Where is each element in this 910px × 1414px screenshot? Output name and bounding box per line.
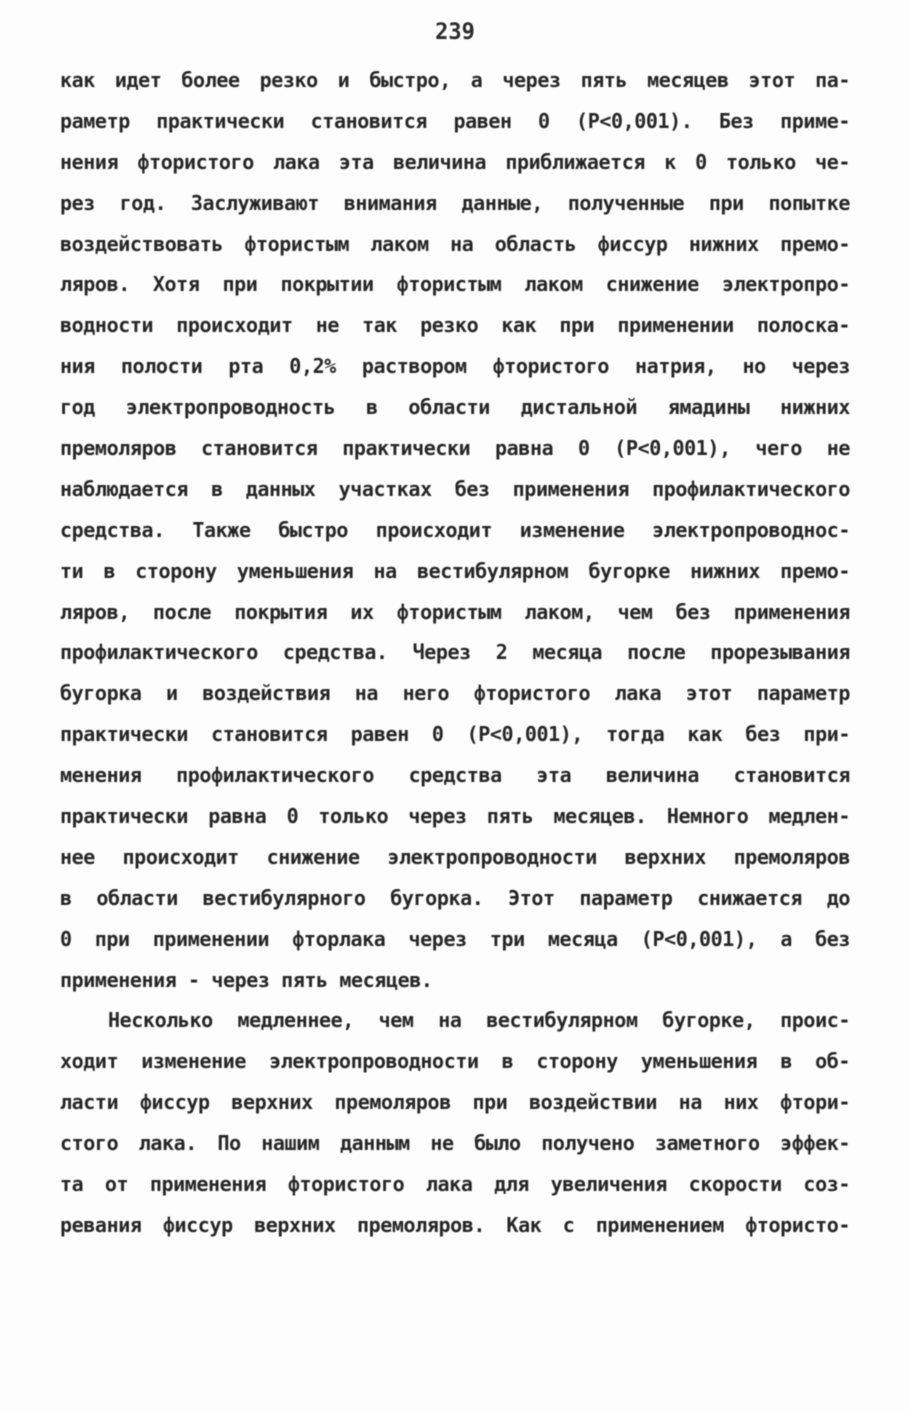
text-line: ревания фиссур верхних премоляров. Как с применением фтористо- — [60, 1212, 850, 1237]
paragraph-2 — [60, 1000, 850, 1245]
text-line: в области вестибулярного бугорка. Этот параметр снижается до — [60, 885, 850, 910]
text-line: ласти фиссур верхних премоляров при воздействии на них фтори- — [60, 1090, 850, 1115]
text-line: ти в сторону уменьшения на вестибулярном бугорке нижних премо- — [60, 558, 850, 583]
text-line: наблюдается в данных участках без применения профилактического — [60, 476, 850, 501]
text-line: профилактического средства. Через 2 месяца после прорезывания — [60, 640, 850, 665]
text-line: практически равна 0 только через пять месяцев. Немного медлен- — [60, 804, 850, 829]
text-line: ляров. Хотя при покрытии фтористым лаком снижение электропро- — [60, 272, 850, 297]
page-number: 239 — [435, 20, 475, 45]
text-line: менения профилактического средства эта величина становится — [60, 763, 850, 788]
text-line: ходит изменение электропроводности в сторону уменьшения в об- — [60, 1049, 850, 1074]
text-line: год электропроводность в области дистальной ямадины нижних — [60, 395, 850, 420]
text-line: нее происходит снижение электропроводности верхних премоляров — [60, 844, 850, 869]
text-line: Несколько медленнее, чем на вестибулярном бугорке, проис- — [108, 1008, 850, 1033]
text-line: бугорка и воздействия на него фтористого лака этот параметр — [60, 681, 850, 706]
text-line: раметр практически становится равен 0 (Р<0,001). Без приме- — [60, 108, 850, 133]
text-line: как идет более резко и быстро, а через пять месяцев этот па- — [60, 68, 850, 92]
text-line: применения - через пять месяцев. — [60, 967, 433, 992]
text-line: ния полости рта 0,2% раствором фтористого натрия, но через — [60, 354, 850, 379]
text-line: ляров, после покрытия их фтористым лаком, чем без применения — [60, 599, 850, 624]
text-line: нения фтористого лака эта величина приближается к 0 только че- — [60, 149, 850, 174]
text-line: водности происходит не так резко как при применении полоска- — [60, 313, 850, 338]
text-line: премоляров становится практически равна 0 (Р<0,001), чего не — [60, 436, 850, 461]
text-line: стого лака. По нашим данным не было получено заметного эффек- — [60, 1131, 850, 1156]
text-line: рез год. Заслуживают внимания данные, полученные при попытке — [60, 190, 850, 215]
paragraph-1 — [60, 60, 850, 1000]
text-line: средства. Также быстро происходит изменение электропроводнос- — [60, 517, 850, 542]
body-text — [60, 60, 850, 1246]
text-line: воздействовать фтористым лаком на область фиссур нижних премо- — [60, 231, 850, 256]
text-line: та от применения фтористого лака для увеличения скорости соз- — [60, 1172, 850, 1197]
text-line: 0 при применении фторлака через три месяца (Р<0,001), а без — [60, 926, 850, 951]
text-line: практически становится равен 0 (Р<0,001), тогда как без при- — [60, 722, 850, 747]
